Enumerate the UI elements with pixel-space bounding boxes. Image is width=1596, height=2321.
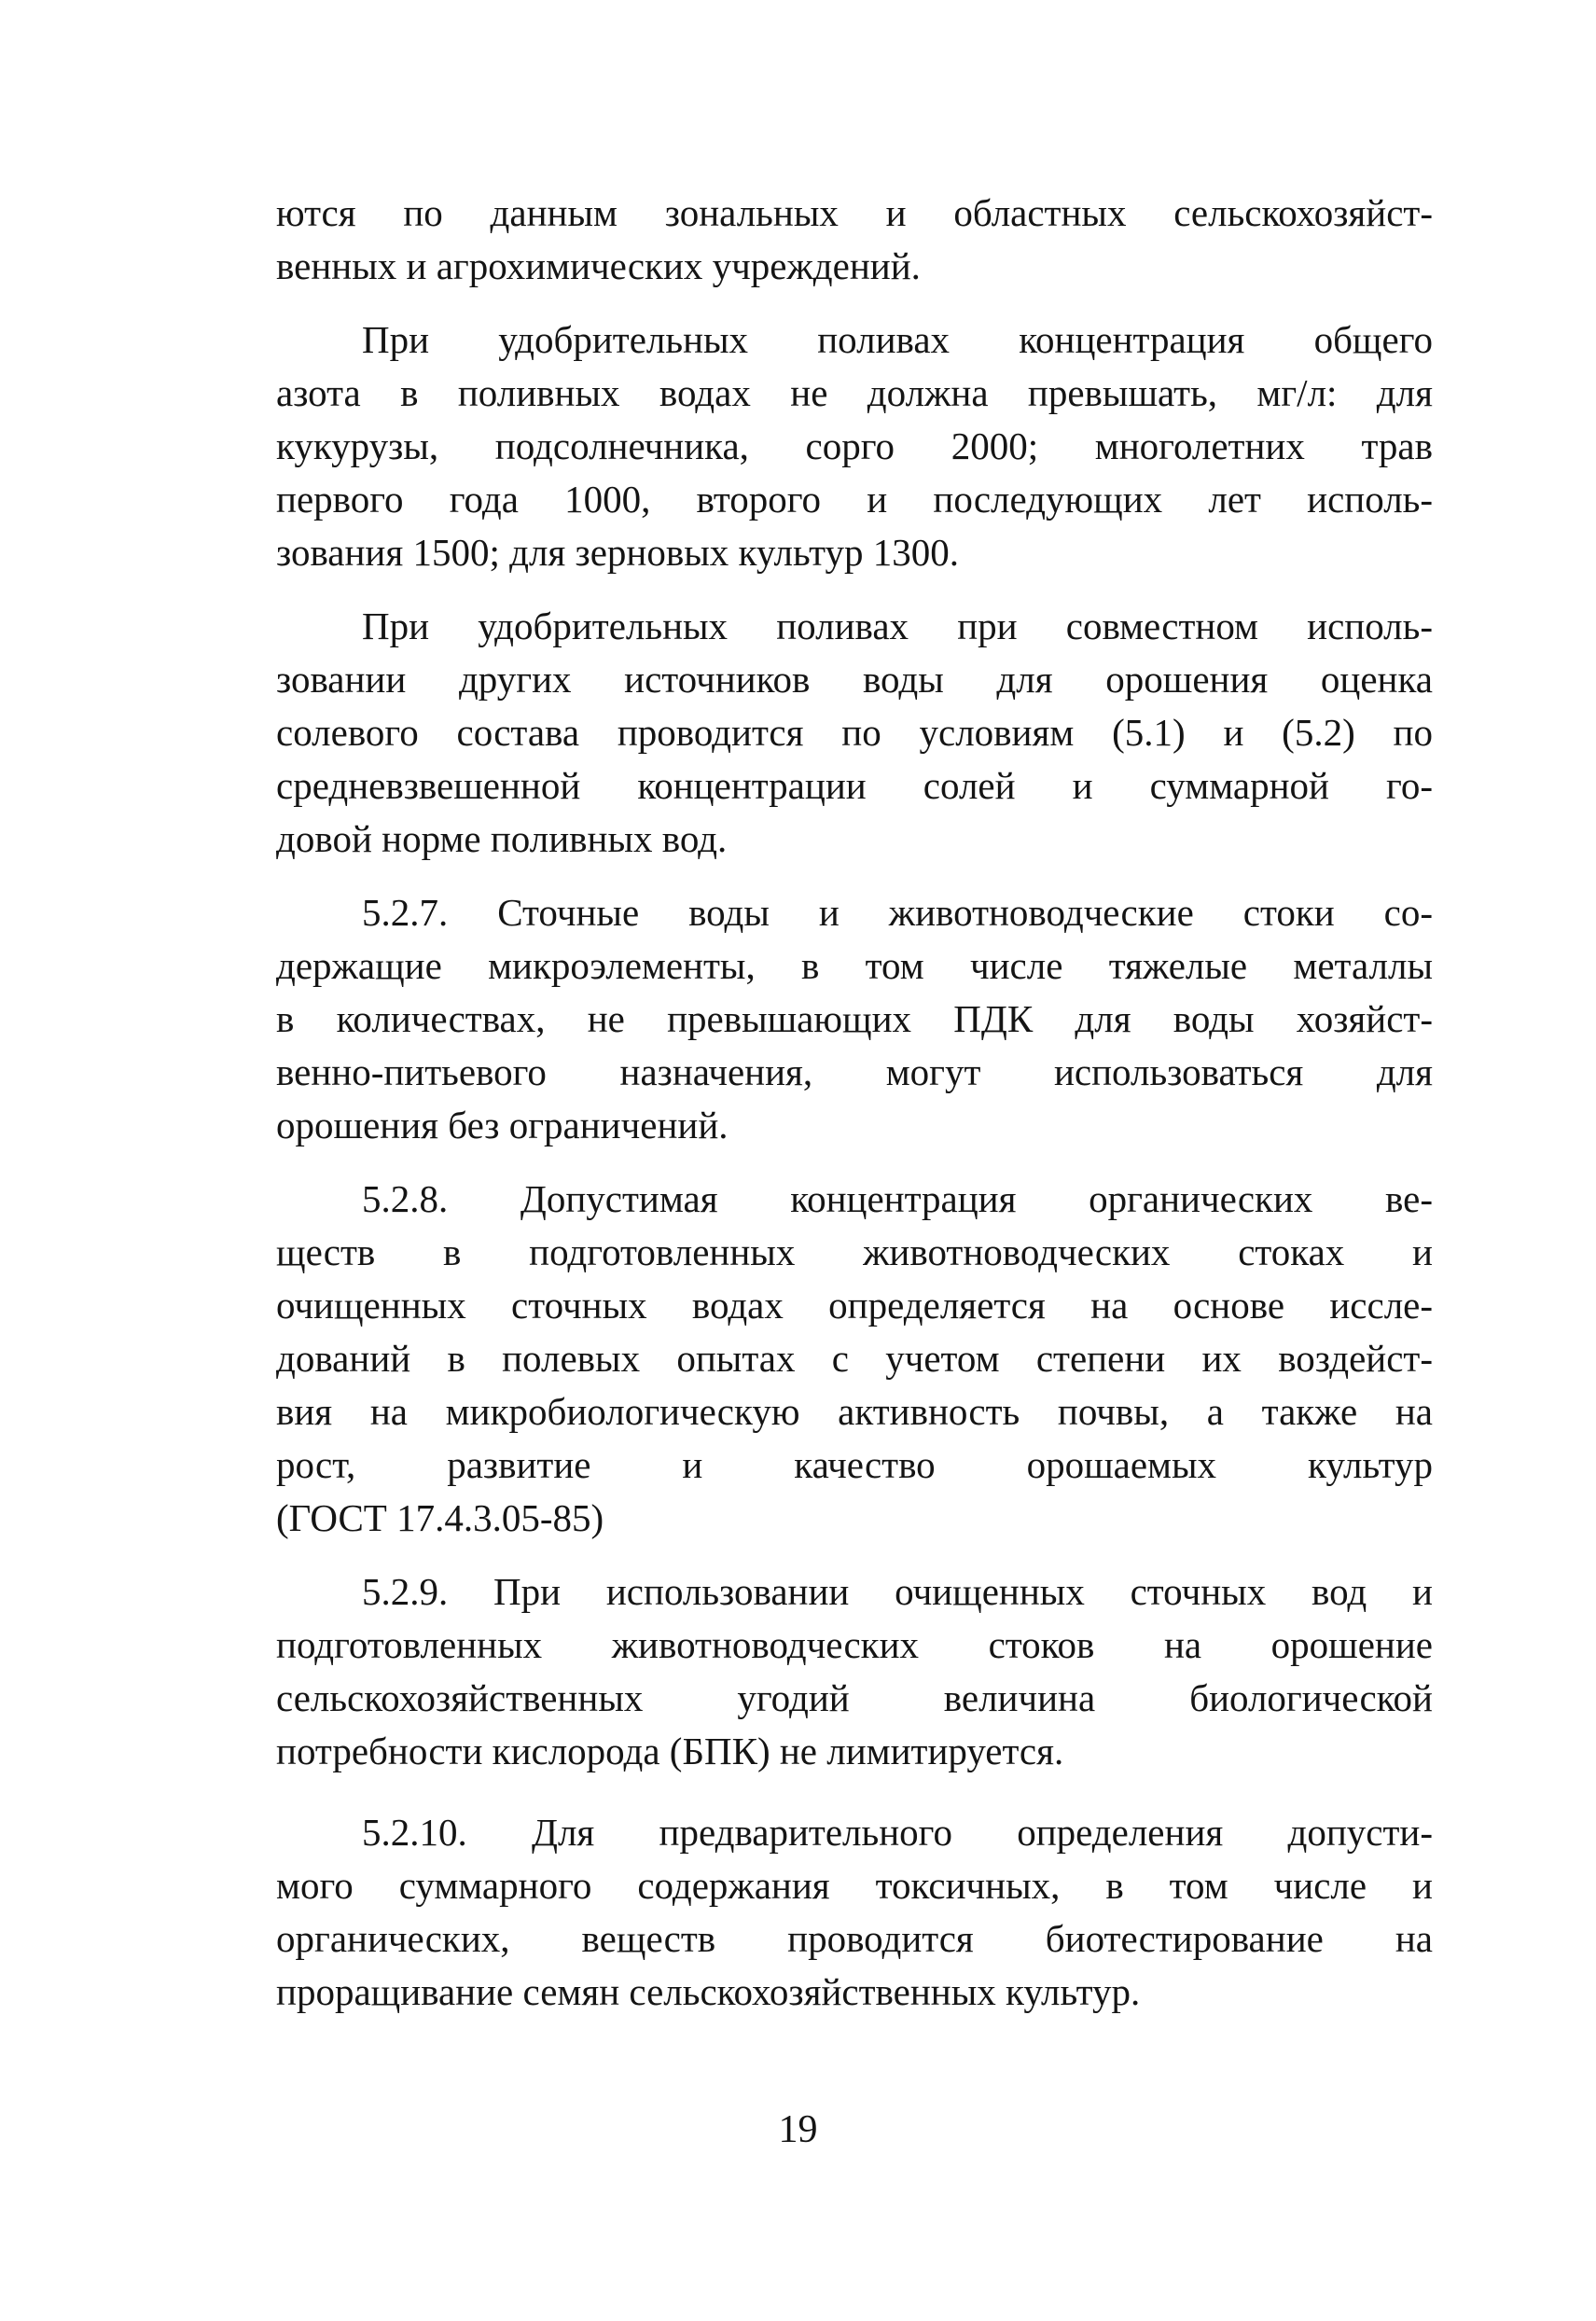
text-line: венно-питьевого назначения, могут использоваться для: [276, 1050, 1433, 1093]
paragraph-nitrogen-concentration: [276, 313, 1433, 579]
text-line: первого года 1000, второго и последующих лет исполь-: [276, 478, 1433, 521]
text-line: кукурузы, подсолнечника, сорго 2000; многолетних трав: [276, 424, 1433, 467]
page-number: 19: [778, 2108, 818, 2151]
paragraph-5-2-8: [276, 1173, 1433, 1545]
text-line: держащие микроэлементы, в том числе тяжелые металлы: [276, 944, 1433, 987]
text-line: венных и агрохимических учреждений.: [276, 244, 921, 287]
text-line: очищенных сточных водах определяется на основе иссле-: [276, 1284, 1433, 1327]
text-line: проращивание семян сельскохозяйственных культур.: [276, 1970, 1141, 2013]
text-line: сельскохозяйственных угодий величина биологической: [276, 1676, 1433, 1719]
paragraph-5-2-10: [276, 1806, 1433, 2019]
text-line: 5.2.8. Допустимая концентрация органических ве-: [362, 1177, 1433, 1220]
text-line: (ГОСТ 17.4.3.05-85): [276, 1496, 604, 1539]
text-line: зовании других источников воды для орошения оценка: [276, 658, 1433, 701]
text-line: зования 1500; для зерновых культур 1300.: [276, 531, 960, 574]
text-line: ществ в подготовленных животноводческих стоках и: [276, 1230, 1433, 1273]
text-line: 5.2.9. При использовании очищенных сточных вод и: [362, 1570, 1433, 1613]
text-line: средневзвешенной концентрации солей и суммарной го-: [276, 764, 1433, 807]
text-line: вия на микробиологическую активность почвы, а также на: [276, 1390, 1433, 1433]
paragraph-salt-composition: [276, 600, 1433, 866]
text-line: дований в полевых опытах с учетом степени их воздейст-: [276, 1337, 1433, 1380]
text-line: ются по данным зональных и областных сельскохозяйст-: [276, 191, 1433, 234]
text-line: в количествах, не превышающих ПДК для воды хозяйст-: [276, 997, 1433, 1040]
document-body: [276, 187, 1433, 2019]
text-line: орошения без ограничений.: [276, 1104, 729, 1147]
paragraph-5-2-9: [276, 1565, 1433, 1778]
paragraph-continuation: [276, 187, 1433, 293]
text-line: солевого состава проводится по условиям (5.1) и (5.2) по: [276, 711, 1433, 754]
text-line: 5.2.10. Для предварительного определения допусти-: [362, 1811, 1433, 1854]
text-line: рост, развитие и качество орошаемых культур: [276, 1443, 1433, 1486]
paragraph-5-2-7: [276, 886, 1433, 1152]
text-line: 5.2.7. Сточные воды и животноводческие стоки со-: [362, 891, 1433, 934]
text-line: мого суммарного содержания токсичных, в том числе и: [276, 1864, 1433, 1907]
text-line: подготовленных животноводческих стоков на орошение: [276, 1623, 1433, 1666]
text-line: При удобрительных поливах концентрация общего: [362, 318, 1433, 361]
text-line: органических, веществ проводится биотестирование на: [276, 1917, 1433, 1960]
text-line: азота в поливных водах не должна превышать, мг/л: для: [276, 371, 1433, 414]
text-line: потребности кислорода (БПК) не лимитируется.: [276, 1730, 1064, 1772]
text-line: довой норме поливных вод.: [276, 817, 728, 860]
text-line: При удобрительных поливах при совместном исполь-: [362, 605, 1433, 647]
